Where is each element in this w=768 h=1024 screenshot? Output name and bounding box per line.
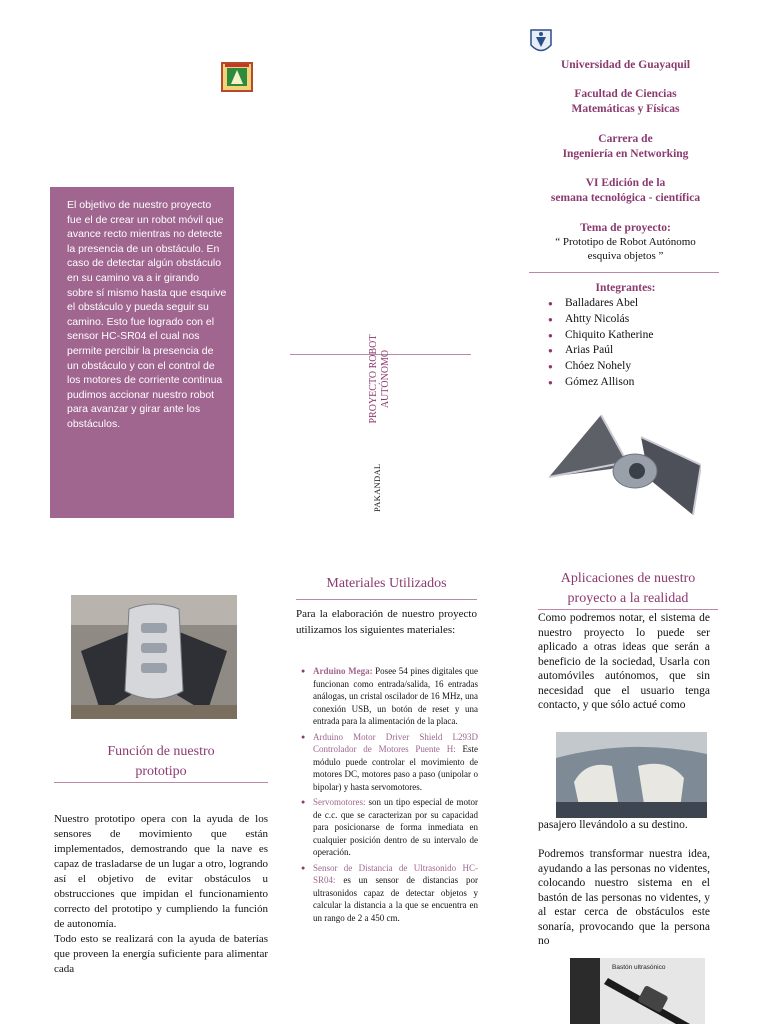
list-item bbox=[313, 665, 478, 728]
materials-intro: Para la elaboración de nuestro proyecto utilizamos los siguientes materiales: bbox=[296, 608, 477, 636]
materials-divider bbox=[296, 599, 477, 600]
function-paragraph: Nuestro prototipo opera con la ayuda de los sensores de movimiento que están implementados, demostrando que la nave es capaz de trasladarse de un lugar a otro, logrando así el objetivo de evitar obstáculos u obstrucciones que impidan el funcionamiento correcto del prototipo y cumpliendo la función de autonomía. bbox=[54, 813, 268, 930]
autonomous-car-image bbox=[556, 732, 707, 818]
objective-box bbox=[50, 187, 234, 518]
topic-title: “ Prototipo de Robot Autónomo esquiva objetos ” bbox=[555, 236, 696, 262]
edition-name: VI Edición de la semana tecnológica - científica bbox=[550, 177, 701, 204]
applications-divider bbox=[538, 609, 718, 610]
cover-title bbox=[368, 304, 408, 454]
applications-text: Podremos transformar nuestra idea, ayudando a las personas no videntes, colocando nuestro sistema en el bastón de las personas no videntes, y al estar cerca de obstáculos este sonaría, provocando que la persona no bbox=[538, 848, 710, 947]
university-name: Universidad de Guayaquil bbox=[560, 59, 691, 71]
list-item: ● Gómez Allison bbox=[548, 375, 653, 391]
university-logo bbox=[528, 27, 554, 57]
members-list bbox=[548, 296, 653, 391]
header-divider bbox=[529, 272, 719, 273]
list-item bbox=[313, 862, 478, 925]
list-item: ● Ahtty Nicolás bbox=[548, 312, 653, 328]
function-title: Función de nuestro prototipo bbox=[107, 744, 215, 779]
material-desc: es un sensor de distancias por ultrasonidos capaz de detectar objetos y calcular la distancia a la que se encuentra en un rango de 2 a 450 cm. bbox=[313, 875, 478, 923]
career-name: Carrera de Ingeniería en Networking bbox=[562, 133, 689, 160]
list-item bbox=[313, 796, 478, 859]
list-item: ● Chiquito Katherine bbox=[548, 328, 653, 344]
members-title: Integrantes: bbox=[595, 282, 656, 294]
material-name: Servomotores: bbox=[313, 797, 366, 807]
cane-label: Bastón ultrasónico bbox=[612, 964, 666, 971]
materials-list bbox=[313, 665, 478, 927]
material-desc: Posee 54 pines digitales que funcionan como entrada/salida, 16 entradas análogas, un cristal oscilador de 16 MHz, una conexión USB, un botón de reset y una entrada para la alimentación de la placa. bbox=[313, 666, 479, 726]
applications-text: Como podremos notar, el sistema de nuestro proyecto lo puede ser aplicado a otras ideas que serán a beneficio de la sociedad, Usarla con automóviles autónomos, que sin necesidad que el usuario tenga contacto, y que sólo actué como bbox=[538, 612, 710, 711]
material-desc: son un tipo especial de motor de c.c. que se caracterizan por su capacidad para posicionarse de forma inmediata en cualquier posición dentro de su intervalo de operación. bbox=[313, 797, 478, 857]
material-name: Arduino Motor Driver Shield L293D Controlador de Motores Puente H: bbox=[313, 731, 478, 754]
spaceship-image bbox=[541, 407, 701, 517]
objective-text: El objetivo de nuestro proyecto fue el de crear un robot móvil que avance recto mientras no detecte la presencia de un obstáculo. En caso de detectar algún obstáculo en su camino va a ir girando sobre sí mismo hasta que esquive el obstáculo y pueda seguir su camino. Esto fue logrado con el sensor HC-SR04 el cual nos permite percibir la presencia de un obstáculo y con el control de los motores de corriente continua pudimos accionar nuestro robot para avanzar y girar ante los obstáculos. bbox=[67, 199, 227, 430]
applications-text: pasajero llevándolo a su destino. bbox=[538, 819, 688, 831]
cover-project-name: PAKANDAL bbox=[372, 463, 382, 512]
cover-title-line1: PROYECTO ROBOT bbox=[368, 334, 379, 424]
ultrasonic-cane-image bbox=[570, 958, 705, 1024]
list-item bbox=[313, 731, 478, 794]
list-item: ● Arias Paúl bbox=[548, 343, 653, 359]
prototype-photo bbox=[71, 595, 237, 719]
list-item: ● Chóez Nohely bbox=[548, 359, 653, 375]
function-paragraph: Todo esto se realizará con la ayuda de baterías que proveen la energía suficiente para alimentar cada bbox=[54, 933, 268, 975]
material-name: Arduino Mega: bbox=[313, 666, 373, 676]
faculty-name: Facultad de Ciencias Matemáticas y Físicas bbox=[571, 88, 680, 115]
function-divider bbox=[54, 782, 268, 783]
applications-title: Aplicaciones de nuestro proyecto a la realidad bbox=[560, 571, 696, 606]
faculty-logo bbox=[221, 62, 253, 92]
material-desc: Este módulo puede controlar el movimiento de motores DC, motores paso a paso (unipolar o bipolar) y hasta servomotores. bbox=[313, 744, 479, 792]
material-name: Sensor de Distancia de Ultrasonido HC-SR04: bbox=[313, 862, 478, 885]
function-text bbox=[54, 812, 268, 977]
topic-label: Tema de proyecto: bbox=[580, 222, 671, 234]
materials-title: Materiales Utilizados bbox=[326, 576, 447, 591]
cover-title-line2: AUTÓNOMO bbox=[380, 349, 391, 409]
list-item: ● Balladares Abel bbox=[548, 296, 653, 312]
